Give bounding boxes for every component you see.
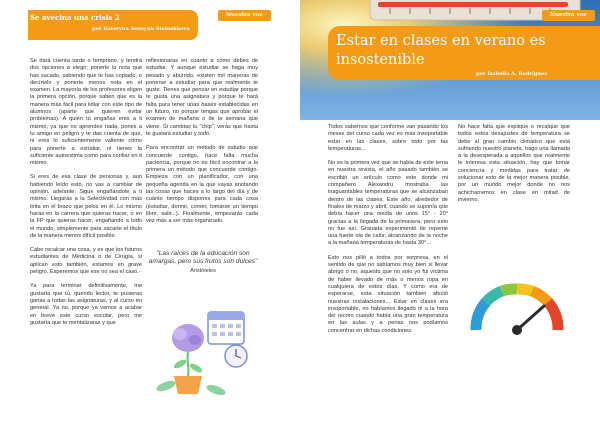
calendar-icon <box>208 312 244 344</box>
article-author: por Isabella A. Rodríguez <box>476 71 548 77</box>
section-badge: Nuestra voz <box>542 10 595 21</box>
paragraph: No es la primera vez que se habla de este tema en nuestra revista, el año pasado también se escribió un artículo como este donde mi compañero Alexandru mostraba las inaguantables temperaturas que se alcanzaban dentro de las clases. Este año, alrededor de finales de marzo y abril, cuando se suponía que debía hacer una media de unos 15° - 20° gracias a la llegada de la primavera, pero esto no fue así. Granada experimentó de repente una fuerte ola de calor, alcanzando de la noche a la mañana temperaturas de hasta 30°... <box>328 160 448 247</box>
paragraph: Todos sabemos que conforme van pasando los meses del curso cada vez es más insoportable estar en las clases, sobre todo por las temperaturas... <box>328 124 448 152</box>
paragraph: Ya para terminar definitivamente, me gustaría que tú, querido lector, te pusieras ganas a todas las asignaturas, y al curso en general. Ya no, porque ya vamos a acabar en breve este curso escolar, pero me gustaría que te mentalizaras y que <box>30 283 142 326</box>
quote-text: "Las raíces de la educación son amargas, pero sus frutos son dulces" <box>148 250 258 266</box>
paragraph: Esto nos pilló a todos por sorpresa, en el sentido de que no sabíamos muy bien si llevar abrigo o no, aquesto que no solo yo fui víctima de haber llevado de más o menos ropa en cualquiera de estos días. Y como era de esperarse, esta situación también afectó nuestras instalaciones... Estar en clases era insoportable, no habíamos llegado ni a la hora del recreo cuando había una gran temperatura en las aulas y a penas nos podíamos concentrar en dichas condiciones. <box>328 254 448 334</box>
brain-plant-icon <box>172 324 204 394</box>
paragraph: Para encontrar un método de estudio que concuerde contigo, hace falta mucha paciencia, porque no es fácil encontrar a la primera un método que concuerde contigo. Empieza con un planificador, con una pequeña agenda en la que vayas anotando las cosas que haces a lo largo del día y de cuánto tiempo dispones para cada cosa (estudiar, dormir, comer, tomarse un tiempo libre, salir...). Finalmente, empezarás cada vez más a ser más organizado. <box>146 145 258 225</box>
paragraph: reflexionaras en cuanto a cómo debes de estudiar. Y aunque estudiar se haga muy pesado y aburrido, existen mil maneras de ponerse a estudiar para que realmente te guste. Tienes que pensar en estudiar porque te gusta una asignatura y porque te hará falta para tener unas bases establecidas en un futuro, no porque tengas que aprobar el examen de mañana o de la semana que viene. Si cambias tu "chip", verás que hasta te gustará estudiar y todo. <box>146 58 258 137</box>
gauge-needle <box>517 306 544 330</box>
article-column-2 <box>146 58 258 233</box>
study-illustration <box>150 282 260 422</box>
article-title: Estar en clases en verano es insostenible <box>336 33 546 68</box>
clock-icon <box>225 345 247 367</box>
paragraph: Se dará cuenta tarde o temprano, y tendrá dos opciones a elegir; ponerle la nota que has sacado, sabiendo que te has copiado, o decírtelo y ponerte menos nota en el examen. La mayoría de los profesores eligen la primera opción, porque saben que es la manera más fácil para lidiar con este tipo de alumnos (aparte que quieren evitar problemas). A quién tú engañas eres a ti mismo, ya que no aprendes nada, pones a tu amigo en peligro y te das cuenta de que, ni eres lo suficientemente valiente como para ponerte a estudiar, ni tienes la suficiente autoestima como para confiar en ti mismo. <box>30 58 142 167</box>
heat-gauge-icon <box>462 264 572 344</box>
article-column-1 <box>30 58 142 334</box>
section-author: por Katerynа Seneyuk Stoloshkova <box>92 26 190 32</box>
paragraph: Cabe recalcar una cosa, y es que los futuros estudiantes de Medicina o de Cirugía, si aplican esto también, estamos en grave peligro. Esperemos que ese no sea el caso.- <box>30 247 142 276</box>
paragraph: Si eres de esa clase de personas y, aun habiendo leído esto, no vas a cambiar de opinión, adelante. Sigue engañándote a ti mismo. Llegarás a la Selectividad con más tirita en el brazo que pelos en él. Lo mismo harás en la carrera que quieras hacer, o en la FP que quieras hacer, engañando a todo el mundo, simplemente para sacarte el título de la manera menos difícil posible. <box>30 174 142 239</box>
right-page <box>300 0 600 424</box>
article-column-2 <box>458 124 570 211</box>
pull-quote <box>148 250 258 274</box>
article-column-1 <box>328 124 448 342</box>
paragraph: No hace falta que explique o recalque que todos estos desajustes de temperatura se debe al gran cambio climático que está sufriendo nuestro planeta, hago una llamada a la desesperada a aquellos que realmente le interesa esta situación, hay que tomar conciencia y medidas para tratar de solucionar esto de la mejor manera posible, por un mundo mejor donde no nos achicharremos en clase en mitad de invierno. <box>458 124 570 203</box>
section-badge: Nuestra voz <box>218 10 271 21</box>
section-title: Se avecina una crisis 2 <box>30 13 120 22</box>
quote-author: Aristóteles <box>190 268 216 275</box>
